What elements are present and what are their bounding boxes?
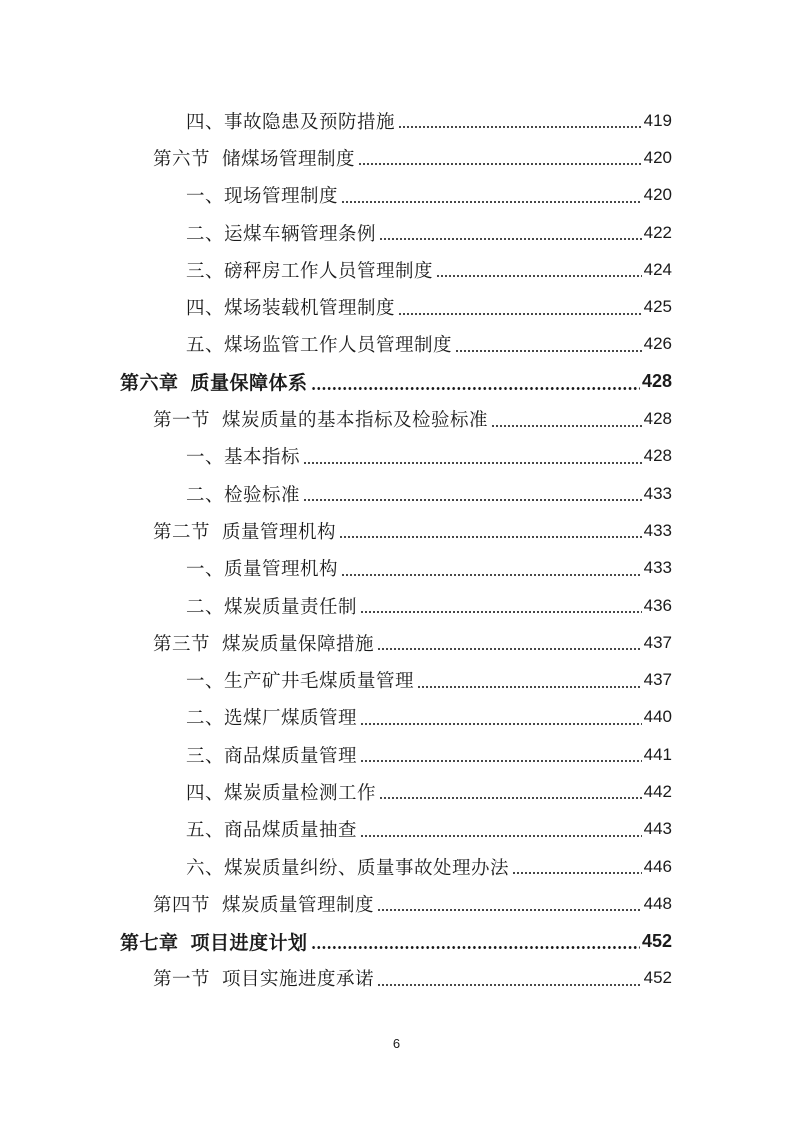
toc-entry-prefix: 四、 (186, 111, 225, 133)
toc-entry-prefix: 二、 (186, 223, 225, 245)
toc-entry-page: 433 (643, 520, 672, 540)
toc-entry-page: 419 (643, 110, 672, 130)
toc-subsection-entry[interactable] (0, 773, 793, 810)
toc-entry-label (186, 704, 357, 730)
toc-entry-page: 426 (643, 334, 672, 354)
toc-section-entry[interactable] (0, 960, 793, 997)
toc-section-entry[interactable] (0, 624, 793, 661)
toc-entry-title: 检验标准 (224, 484, 301, 506)
toc-chapter-entry[interactable] (0, 923, 793, 960)
toc-entry-page: 424 (643, 259, 672, 279)
toc-entry-page: 436 (643, 595, 672, 615)
toc-entry-page: 446 (643, 856, 672, 876)
table-of-contents (0, 102, 793, 997)
toc-dot-leader (398, 126, 642, 128)
toc-entry-title: 生产矿井毛煤质量管理 (224, 671, 415, 693)
toc-entry-title: 煤炭质量的基本指标及检验标准 (222, 410, 489, 432)
toc-subsection-entry[interactable] (0, 438, 793, 475)
toc-entry-prefix: 第一节 (153, 410, 211, 432)
toc-entry-prefix: 第七章 (120, 931, 179, 954)
toc-entry-title: 现场管理制度 (224, 186, 339, 208)
toc-entry-label (153, 965, 374, 991)
toc-entry-prefix: 四、 (186, 782, 225, 804)
toc-entry-page: 443 (643, 819, 672, 839)
toc-entry-title: 项目进度计划 (190, 931, 308, 954)
toc-entry-page: 422 (643, 222, 672, 242)
toc-section-entry[interactable] (0, 400, 793, 437)
toc-entry-page: 437 (643, 632, 672, 652)
toc-subsection-entry[interactable] (0, 848, 793, 885)
toc-dot-leader (398, 313, 642, 315)
toc-entry-page: 428 (643, 446, 672, 466)
toc-entry-label (186, 257, 433, 283)
toc-subsection-entry[interactable] (0, 587, 793, 624)
toc-entry-page: 433 (643, 483, 672, 503)
toc-entry-prefix: 一、 (186, 559, 225, 581)
toc-entry-prefix: 二、 (186, 484, 225, 506)
toc-entry-label (153, 518, 336, 544)
toc-entry-prefix: 第二节 (153, 521, 211, 543)
toc-entry-prefix: 三、 (186, 260, 225, 282)
toc-entry-label (186, 108, 395, 134)
toc-dot-leader (303, 462, 642, 464)
toc-entry-label (186, 816, 357, 842)
toc-entry-title: 煤场装载机管理制度 (224, 298, 396, 320)
toc-dot-leader (360, 723, 642, 725)
toc-entry-page: 452 (641, 930, 672, 951)
toc-dot-leader (339, 536, 642, 538)
toc-entry-title: 商品煤质量抽查 (224, 820, 358, 842)
toc-entry-page: 441 (643, 744, 672, 764)
page-number: 6 (392, 1036, 401, 1051)
toc-entry-label (186, 593, 357, 619)
toc-entry-title: 煤炭质量纠纷、质量事故处理办法 (224, 857, 510, 879)
toc-entry-prefix: 第一节 (153, 969, 211, 991)
toc-entry-title: 煤场监管工作人员管理制度 (224, 335, 453, 357)
toc-entry-prefix: 第四节 (153, 894, 211, 916)
toc-entry-label (186, 331, 452, 357)
toc-dot-leader (379, 238, 642, 240)
toc-dot-leader (377, 984, 642, 986)
toc-section-entry[interactable] (0, 139, 793, 176)
toc-entry-title: 质量管理机构 (224, 559, 339, 581)
toc-entry-label (186, 742, 357, 768)
toc-dot-leader (303, 499, 642, 501)
toc-dot-leader (360, 835, 642, 837)
toc-dot-leader (491, 425, 642, 427)
toc-dot-leader (512, 872, 642, 874)
toc-dot-leader (341, 201, 642, 203)
toc-entry-page: 448 (643, 893, 672, 913)
toc-entry-prefix: 一、 (186, 671, 225, 693)
toc-dot-leader (311, 387, 640, 390)
toc-dot-leader (455, 350, 642, 352)
toc-entry-title: 煤炭质量保障措施 (222, 633, 375, 655)
toc-entry-prefix: 三、 (186, 745, 225, 767)
toc-entry-prefix: 六、 (186, 857, 225, 879)
toc-entry-label (153, 891, 374, 917)
toc-dot-leader (377, 648, 642, 650)
toc-entry-prefix: 四、 (186, 298, 225, 320)
toc-entry-label (120, 368, 308, 395)
toc-entry-page: 440 (643, 707, 672, 727)
toc-entry-label (153, 630, 374, 656)
toc-entry-prefix: 一、 (186, 447, 225, 469)
toc-entry-title: 项目实施进度承诺 (222, 969, 375, 991)
toc-entry-title: 选煤厂煤质管理 (224, 708, 358, 730)
toc-section-entry[interactable] (0, 512, 793, 549)
toc-entry-label (186, 294, 395, 320)
toc-entry-title: 商品煤质量管理 (224, 745, 358, 767)
toc-entry-prefix: 一、 (186, 186, 225, 208)
toc-subsection-entry[interactable] (0, 661, 793, 698)
toc-entry-label (153, 406, 488, 432)
toc-subsection-entry[interactable] (0, 550, 793, 587)
toc-chapter-entry[interactable] (0, 363, 793, 400)
toc-entry-label (186, 555, 338, 581)
toc-entry-prefix: 二、 (186, 596, 225, 618)
toc-entry-label (186, 667, 414, 693)
toc-entry-title: 储煤场管理制度 (222, 148, 356, 170)
toc-dot-leader (379, 797, 642, 799)
toc-subsection-entry[interactable] (0, 214, 793, 251)
toc-dot-leader (377, 909, 642, 911)
toc-entry-prefix: 五、 (186, 335, 225, 357)
toc-entry-page: 442 (643, 781, 672, 801)
toc-dot-leader (360, 760, 642, 762)
toc-subsection-entry[interactable] (0, 251, 793, 288)
toc-entry-prefix: 二、 (186, 708, 225, 730)
toc-entry-title: 质量管理机构 (222, 521, 337, 543)
toc-entry-prefix: 第六节 (153, 148, 211, 170)
toc-entry-prefix: 第六章 (120, 372, 179, 395)
toc-entry-title: 煤炭质量责任制 (224, 596, 358, 618)
toc-subsection-entry[interactable] (0, 736, 793, 773)
toc-entry-page: 420 (643, 147, 672, 167)
toc-subsection-entry[interactable] (0, 326, 793, 363)
toc-subsection-entry[interactable] (0, 102, 793, 139)
toc-dot-leader (417, 686, 642, 688)
toc-dot-leader (360, 611, 642, 613)
toc-entry-title: 磅秤房工作人员管理制度 (224, 260, 434, 282)
toc-entry-page: 428 (643, 409, 672, 429)
toc-entry-label (186, 182, 338, 208)
toc-entry-title: 运煤车辆管理条例 (224, 223, 377, 245)
toc-entry-title: 事故隐患及预防措施 (224, 111, 396, 133)
toc-dot-leader (358, 163, 642, 165)
toc-dot-leader (436, 275, 642, 277)
toc-dot-leader (311, 946, 640, 949)
toc-entry-page: 437 (643, 670, 672, 690)
toc-subsection-entry[interactable] (0, 811, 793, 848)
toc-entry-label (153, 145, 355, 171)
toc-entry-page: 425 (643, 297, 672, 317)
toc-entry-label (186, 854, 509, 880)
toc-entry-title: 煤炭质量管理制度 (222, 894, 375, 916)
toc-entry-page: 420 (643, 185, 672, 205)
toc-subsection-entry[interactable] (0, 699, 793, 736)
toc-entry-label (186, 779, 376, 805)
toc-entry-prefix: 五、 (186, 820, 225, 842)
toc-entry-page: 452 (643, 968, 672, 988)
toc-entry-title: 煤炭质量检测工作 (224, 782, 377, 804)
toc-subsection-entry[interactable] (0, 177, 793, 214)
toc-entry-label (186, 443, 300, 469)
toc-section-entry[interactable] (0, 885, 793, 922)
toc-entry-label (186, 481, 300, 507)
toc-subsection-entry[interactable] (0, 288, 793, 325)
toc-entry-title: 质量保障体系 (190, 372, 308, 395)
toc-entry-page: 433 (643, 558, 672, 578)
toc-entry-label (120, 928, 308, 955)
toc-subsection-entry[interactable] (0, 475, 793, 512)
toc-entry-label (186, 220, 376, 246)
toc-entry-prefix: 第三节 (153, 633, 211, 655)
toc-entry-page: 428 (641, 371, 672, 392)
toc-entry-title: 基本指标 (224, 447, 301, 469)
toc-dot-leader (341, 574, 642, 576)
